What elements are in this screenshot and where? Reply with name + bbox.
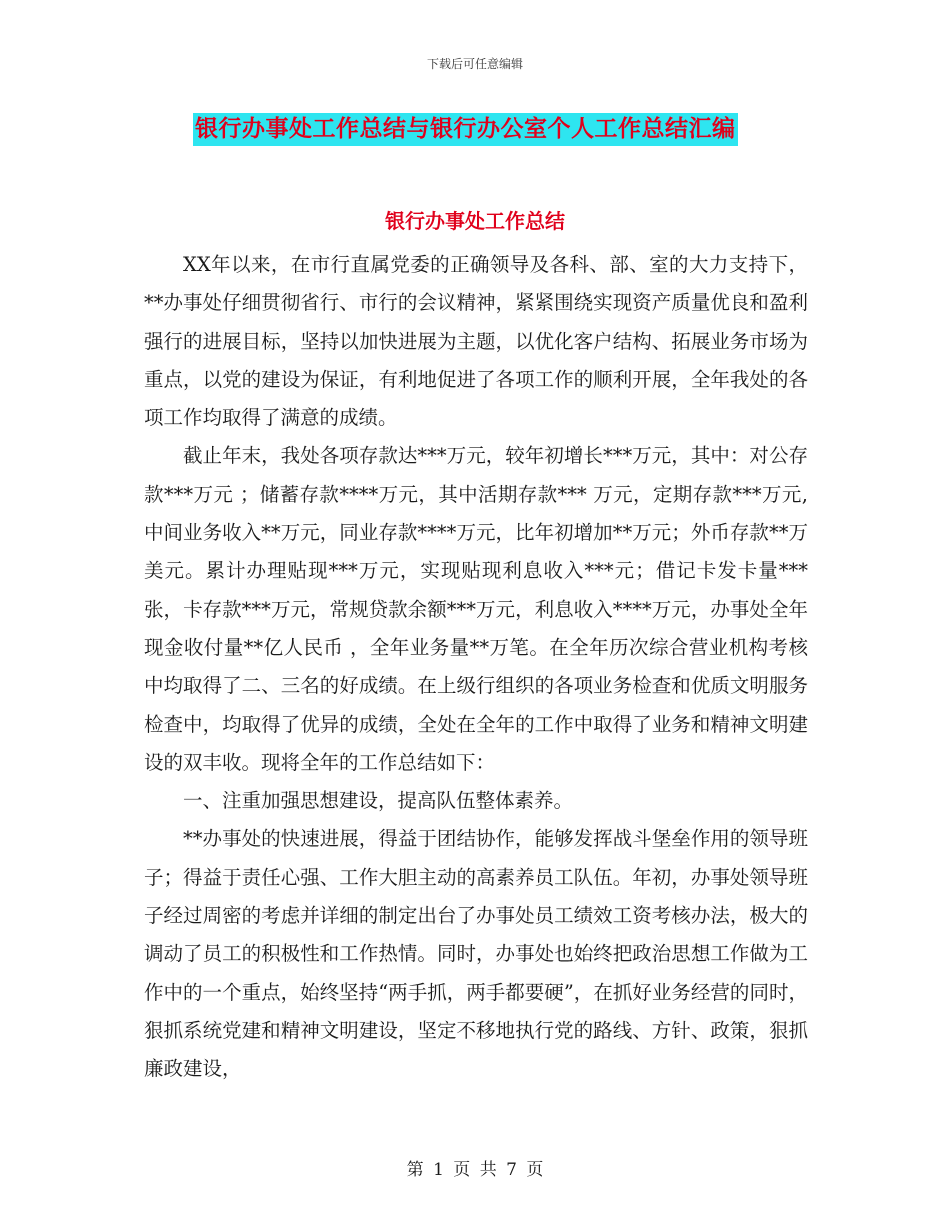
- paragraph: XX年以来，在市行直属党委的正确领导及各科、部、室的大力支持下，**办事处仔细贯彻省行、市行的会议精神，紧紧围绕实现资产质量优良和盈利强行的进展目标，坚持以加快进展为主题，以优化客户结构、拓展业务市场为重点，以党的建设为保证，有利地促进了各项工作的顺利开展，全年我处的各项工作均取得了满意的成绩。: [144, 253, 808, 430]
- paragraph: **办事处的快速进展，得益于团结协作，能够发挥战斗堡垒作用的领导班子；得益于责任心强、工作大胆主动的高素养员工队伍。年初，办事处领导班子经过周密的考虑并详细的制定出台了办事处员工绩效工资考核办法，极大的调动了员工的积极性和工作热情。同时，办事处也始终把政治思想工作做为工作中的一个重点，始终坚持“两手抓，两手都要硬”，在抓好业务经营的同时，狠抓系统党建和精神文明建设，坚定不移地执行党的路线、方针、政策，狠抓廉政建设，: [144, 827, 808, 1081]
- section-heading: 一、注重加强思想建设，提高队伍整体素养。: [183, 789, 574, 813]
- document-body: [144, 246, 808, 1089]
- section-title: 银行办事处工作总结: [385, 209, 565, 233]
- paragraph: 截止年末，我处各项存款达***万元，较年初增长***万元，其中：对公存款***万元 ；储蓄存款****万元，其中活期存款*** 万元，定期存款***万元,中间业务收入**万元，同业存款****万元，比年初增加**万元；外币存款**万美元。累计办理贴现***万元，实现贴现利息收入***元；借记卡发卡量*** 张，卡存款***万元，常规贷款余额***万元，利息收入****万元，办事处全年现金收付量**亿人民币 ，全年业务量**万笔。在全年历次综合营业机构考核中均取得了二、三名的好成绩。在上级行组织的各项业务检查和优质文明服务检查中，均取得了优异的成绩，全处在全年的工作中取得了业务和精神文明建设的双丰收。现将全年的工作总结如下：: [144, 444, 808, 774]
- header-note: 下载后可任意编辑: [426, 57, 523, 71]
- page-footer: 第 1 页 共 7 页: [406, 1160, 544, 1180]
- document-title: 银行办事处工作总结与银行办公室个人工作总结汇编: [193, 113, 738, 146]
